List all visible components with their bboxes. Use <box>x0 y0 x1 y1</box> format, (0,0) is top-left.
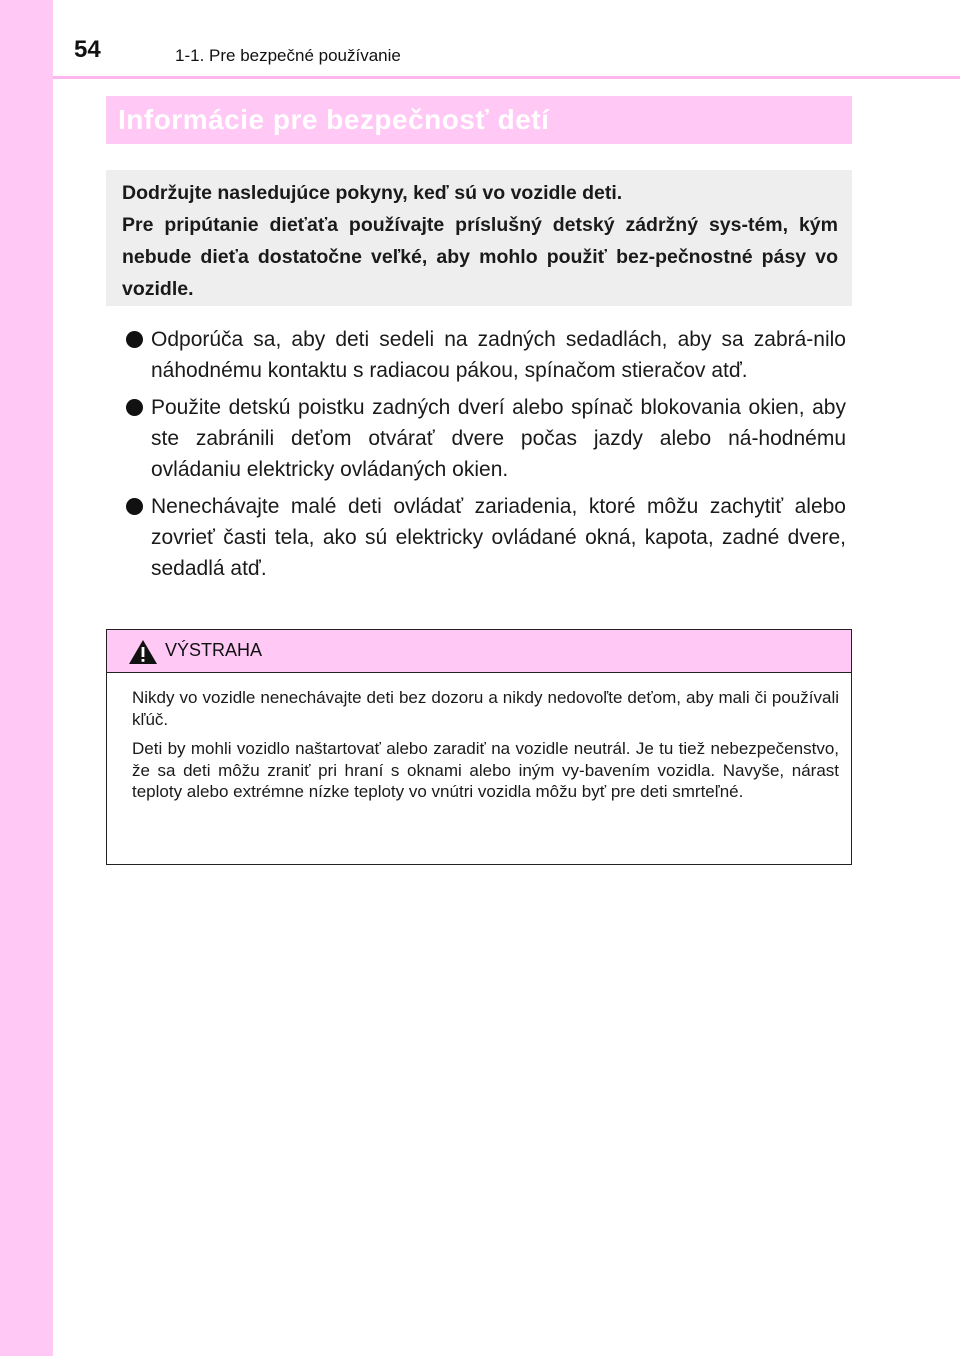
list-item <box>126 392 846 485</box>
list-item <box>126 491 846 584</box>
list-item <box>126 324 846 386</box>
warning-triangle-icon <box>128 639 158 665</box>
summary-box <box>106 170 852 306</box>
bullet-icon <box>126 331 143 348</box>
section-title: 1-1. Pre bezpečné používanie <box>175 46 401 65</box>
header-rule <box>53 76 960 79</box>
warning-paragraph: Deti by mohli vozidlo naštartovať alebo zaradiť na vozidle neutrál. Je tu tiež nebezpečenstvo, že sa deti môžu zraniť pri hraní s oknami alebo iným vy-bavením vozidla. Navyše, nárast teploty alebo extrémne nízke teploty vo vnútri vozidla môžu byť pre deti smrteľné. <box>132 739 839 801</box>
bullet-list <box>126 324 846 590</box>
side-color-strip <box>0 0 53 1356</box>
warning-title: VÝSTRAHA <box>165 640 263 660</box>
page-number: 54 <box>74 36 101 63</box>
warning-header <box>107 630 851 673</box>
summary-text: Pre pripútanie dieťaťa používajte príslušný detský zádržný sys-tém, kým nebude dieťa dostatočne veľké, aby mohlo použiť bez-pečnostné pásy vo vozidle. <box>122 214 838 300</box>
bullet-text: Použite detskú poistku zadných dverí alebo spínač blokovania okien, aby ste zabránili deťom otvárať dvere počas jazdy alebo ná-hodnému ovládaniu elektricky ovládaných okien. <box>151 396 846 481</box>
bullet-text: Odporúča sa, aby deti sedeli na zadných sedadlách, aby sa zabrá-nilo náhodnému kontaktu s radiacou pákou, spínačom stieračov atď. <box>151 328 846 382</box>
summary-lead: Dodržujte nasledujúce pokyny, keď sú vo vozidle deti. <box>122 182 623 204</box>
bullet-text: Nenechávajte malé deti ovládať zariadenia, ktoré môžu zachytiť alebo zovrieť časti tela, ako sú elektricky ovládané okná, kapota, zadné dvere, sedadlá atď. <box>151 495 846 580</box>
warning-box <box>106 629 852 865</box>
page-title: Informácie pre bezpečnosť detí <box>118 104 550 135</box>
bullet-icon <box>126 498 143 515</box>
warning-paragraph: Nikdy vo vozidle nenechávajte deti bez dozoru a nikdy nedovoľte deťom, aby mali či používali kľúč. <box>132 688 839 729</box>
title-bar <box>106 96 852 144</box>
bullet-icon <box>126 399 143 416</box>
warning-body <box>107 673 851 803</box>
